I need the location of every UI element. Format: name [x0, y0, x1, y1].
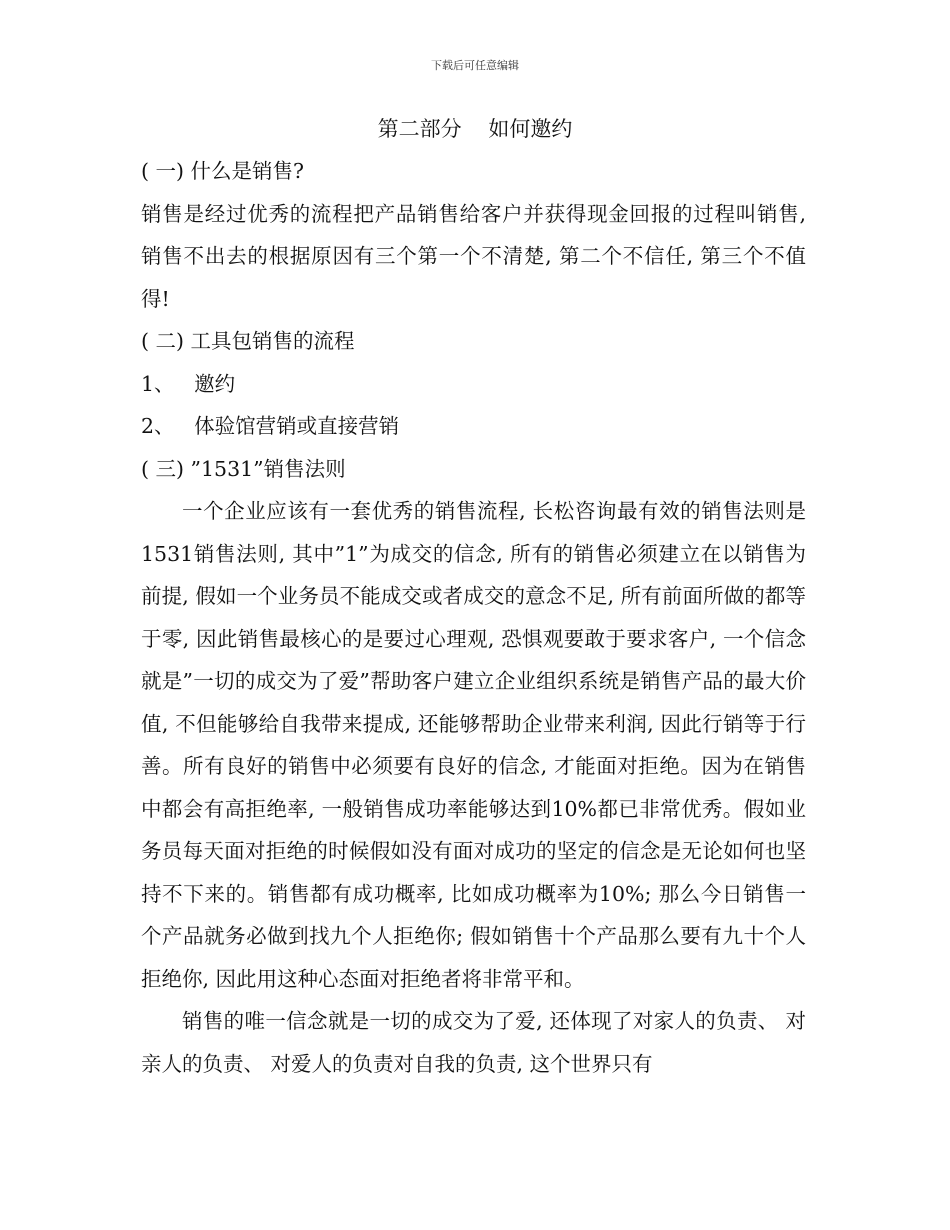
list-item: 2、 体验馆营销或直接营销	[141, 414, 400, 438]
header-note: 下载后可任意编辑	[431, 59, 519, 72]
section-heading-1: ( 一) 什么是销售?	[141, 159, 305, 183]
document-body	[141, 150, 806, 1085]
section-3-paragraph-2: 销售的唯一信念就是一切的成交为了爱, 还体现了对家人的负责、 对亲人的负责、 对爱人的负责对自我的负责, 这个世界只有	[141, 1009, 806, 1076]
section-heading-2: ( 二) 工具包销售的流程	[141, 329, 355, 353]
section-heading-3: ( 三) ”1531”销售法则	[141, 456, 346, 481]
section-1-paragraph: 销售是经过优秀的流程把产品销售给客户并获得现金回报的过程叫销售, 销售不出去的根据原因有三个第一个不清楚, 第二个不信任, 第三个不值得!	[141, 201, 806, 311]
list-item: 1、 邀约	[141, 371, 236, 396]
page-title: 第二部分 如何邀约	[377, 117, 573, 141]
section-3-paragraph-1: 一个企业应该有一套优秀的销售流程, 长松咨询最有效的销售法则是1531销售法则, 其中”1”为成交的信念, 所有的销售必须建立在以销售为前提, 假如一个业务员不能成交或者成交的意念不足, 所有前面所做的都等于零, 因此销售最核心的是要过心理观, 恐惧观要敢于要求客户, 一个信念就是”一切的成交为了爱”帮助客户建立企业组织系统是销售产品的最大价值, 不但能够给自我带来提成, 还能够帮助企业带来利润, 因此行销等于行善。所有良好的销售中必须要有良好的信念, 才能面对拒绝。因为在销售中都会有高拒绝率, 一般销售成功率能够达到10%都已非常优秀。假如业务员每天面对拒绝的时候假如没有面对成功的坚定的信念是无论如何也坚持不下来的。销售都有成功概率, 比如成功概率为10%; 那么今日销售一个产品就务必做到找九个人拒绝你; 假如销售十个产品那么要有九十个人拒绝你, 因此用这种心态面对拒绝者将非常平和。	[141, 499, 806, 991]
